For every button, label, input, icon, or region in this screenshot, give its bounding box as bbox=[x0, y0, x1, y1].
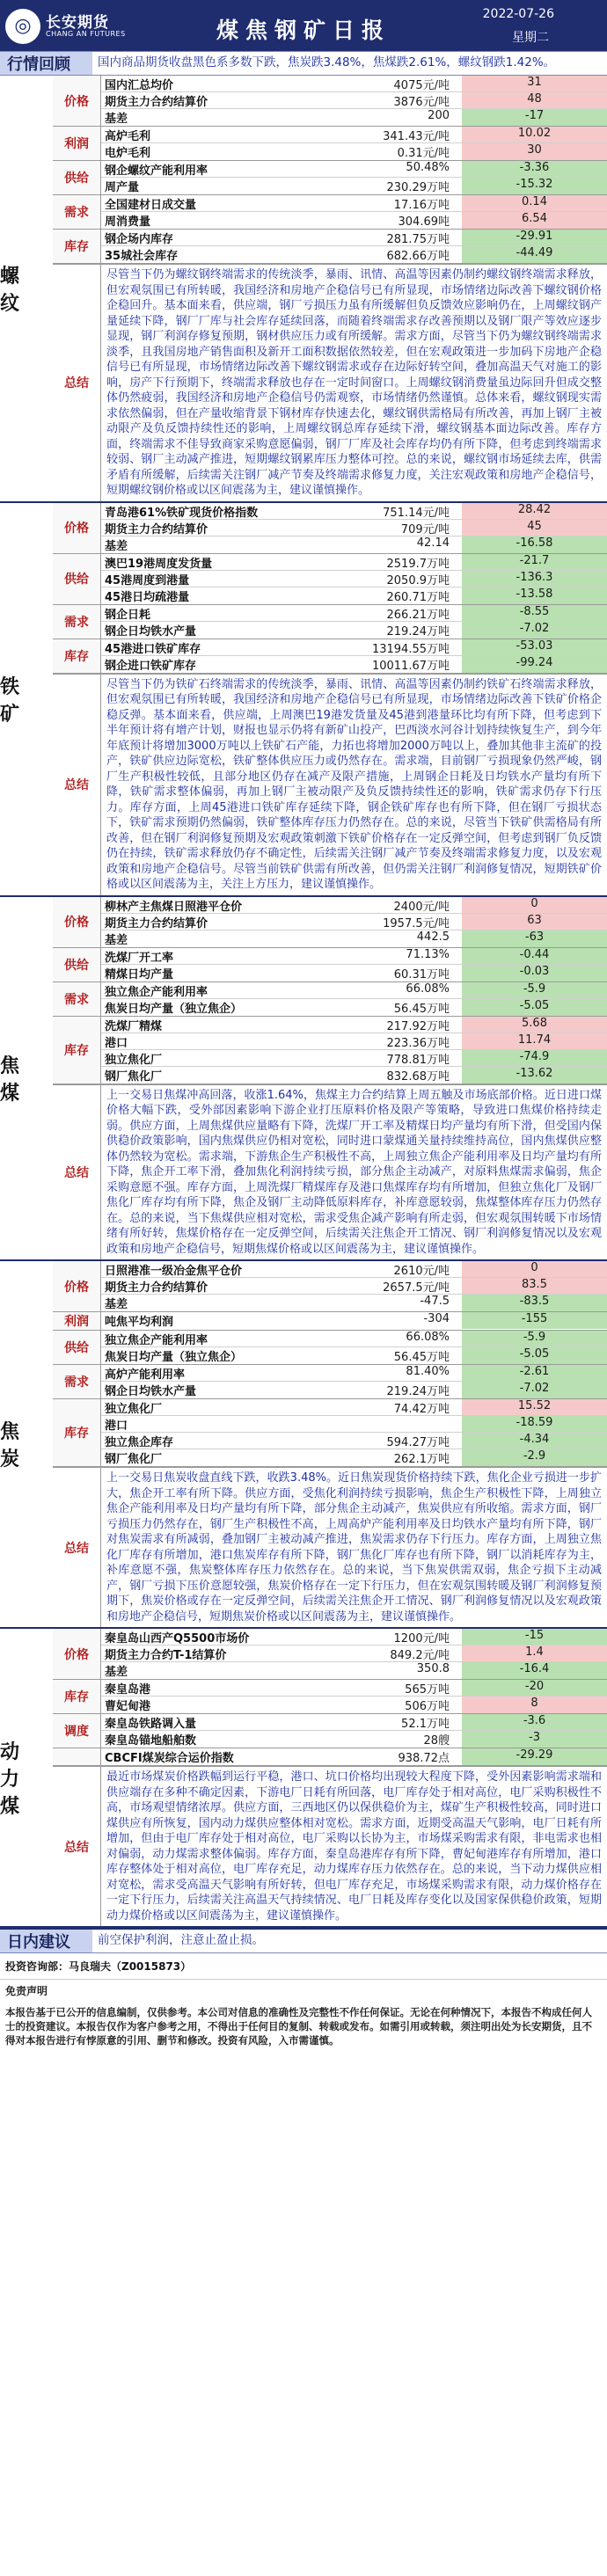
indicator-row bbox=[101, 1646, 607, 1662]
indicator-change: -18.59 bbox=[462, 1416, 607, 1432]
group-category: 库存 bbox=[53, 639, 101, 673]
indicator-change: -29.29 bbox=[462, 1748, 607, 1765]
section-body bbox=[53, 76, 607, 501]
summary-label: 总结 bbox=[53, 675, 101, 895]
company-logo: ◎ bbox=[5, 9, 40, 44]
indicator-change: -5.9 bbox=[462, 1331, 607, 1346]
group-category: 调度 bbox=[53, 1714, 101, 1748]
indicator-group bbox=[53, 1748, 607, 1766]
section-body bbox=[53, 897, 607, 1260]
indicator-change: 28.42 bbox=[462, 503, 607, 519]
indicator-name: 青岛港61%铁矿现货价格指数 bbox=[105, 506, 259, 519]
indicator-value: 341.43元/吨 bbox=[383, 130, 450, 143]
market-review bbox=[0, 51, 607, 76]
indicator-change: -0.44 bbox=[462, 948, 607, 964]
indicator-row bbox=[101, 1662, 607, 1679]
indicator-row bbox=[101, 76, 607, 92]
indicator-value: 832.68万吨 bbox=[386, 1069, 450, 1084]
indicator-name: 45港日均疏港量 bbox=[105, 590, 190, 604]
indicator-value: 223.36万吨 bbox=[386, 1036, 450, 1050]
indicator-name: 国内汇总均价 bbox=[105, 79, 174, 91]
section-summary bbox=[53, 264, 607, 501]
indicator-row bbox=[101, 1697, 607, 1713]
indicator-group bbox=[53, 230, 607, 264]
indicator-value: 751.14元/吨 bbox=[383, 506, 450, 520]
indicator-row bbox=[101, 656, 607, 673]
section-body bbox=[53, 1261, 607, 1627]
indicator-row bbox=[101, 948, 607, 965]
indicator-group bbox=[53, 1261, 607, 1312]
group-category: 库存 bbox=[53, 1680, 101, 1713]
indicator-name: 钢企场内库存 bbox=[105, 233, 174, 245]
indicator-value: 350.8 bbox=[416, 1662, 450, 1675]
brand-name-en: CHANG AN FUTURES bbox=[46, 30, 126, 38]
indicator-change: -2.9 bbox=[462, 1449, 607, 1466]
section-name: 螺纹 bbox=[0, 265, 29, 315]
indicator-group bbox=[53, 1312, 607, 1331]
indicator-name: 独立焦企产能利用率 bbox=[105, 985, 208, 998]
report-date: 2022-07-26 bbox=[482, 7, 554, 21]
section-name: 焦炭 bbox=[0, 1421, 29, 1470]
indicator-value: 10011.67万吨 bbox=[371, 659, 450, 673]
indicator-change: 30 bbox=[462, 143, 607, 160]
indicator-name: 期货主力合约结算价 bbox=[105, 96, 208, 108]
indicator-name: 独立焦化厂 bbox=[105, 1053, 163, 1066]
analyst-line: 投资咨询部：马良瑞夫（Z0015873） bbox=[0, 1953, 607, 1980]
indicator-row bbox=[101, 1067, 607, 1084]
indicator-name: 港口 bbox=[105, 1419, 128, 1432]
indicator-change: -13.62 bbox=[462, 1067, 607, 1084]
group-category: 价格 bbox=[53, 897, 101, 947]
indicator-value: 594.27万吨 bbox=[386, 1436, 450, 1449]
indicator-change: 10.02 bbox=[462, 127, 607, 142]
group-category: 库存 bbox=[53, 1017, 101, 1084]
group-category: 利润 bbox=[53, 1312, 101, 1330]
group-category: 供给 bbox=[53, 948, 101, 982]
indicator-row bbox=[101, 914, 607, 930]
section-summary bbox=[53, 1766, 607, 1926]
indicator-value: 2050.9万吨 bbox=[386, 573, 450, 587]
report-weekday: 星期二 bbox=[512, 31, 549, 45]
indicator-name: 曹妃甸港 bbox=[105, 1700, 151, 1713]
indicator-name: 港口 bbox=[105, 1036, 128, 1049]
indicator-row bbox=[101, 1347, 607, 1364]
indicator-value: 200 bbox=[428, 109, 450, 122]
market-review-label: 行情回顾 bbox=[0, 52, 92, 75]
daily-advice-label: 日内建议 bbox=[0, 1930, 92, 1952]
indicator-value: 52.1万吨 bbox=[401, 1718, 450, 1731]
indicator-group bbox=[53, 127, 607, 161]
indicator-value: 74.42万吨 bbox=[393, 1403, 450, 1416]
indicator-value: 266.21万吨 bbox=[386, 608, 450, 622]
indicator-change: 48 bbox=[462, 92, 607, 108]
indicator-value: 2400元/吨 bbox=[393, 900, 450, 914]
summary-text: 尽管当下仍为铁矿石终端需求的传统淡季，暴雨、讯情、高温等因素仍制约铁矿石终端需求释放，但宏观氛围已有所转暖，我国经济和房地产企稳信号已有所显现，市场情绪边际改善下铁矿价格企稳反弹。基本面来看，供应端，上周澳巴19港发货量及45港到港量环比均有所下降，但考虑到下半年预计将有增产计划，财报也显示仍将有新矿山投产，巴西淡水河谷计划持续恢复生产，到今年年底预计将增加3000万吨以上铁矿石产能，力拓也将增加2000万吨以上，叠加其他非主流矿的投产，铁矿供应边际宽松，铁矿整体供应压力或仍然存在。需求端，目前钢厂亏损现象仍然严峻，钢厂生产积极性较低，且部分地区仍存在减产及限产措施，上周钢企日耗及日均铁水产量均有所下降，铁矿需求整体偏弱，再加上钢厂主被动限产及负反馈持续性还的影响，铁矿需求仍存下行压力。库存方面，上周45港进口铁矿库存延续下降，钢企铁矿库存也有所下降，但在钢厂亏损状态下，铁矿需求预期仍然偏弱，铁矿整体库存压力仍然存在。总的来说，尽管当下铁矿供需格局有所改善，但在钢厂利润修复预期及宏观政策刺激下铁矿价格存在一定反弹空间，但考虑到钢厂负反馈仍在持续，铁矿需求释放仍存不确定性，后续需关注钢厂减产节奏及终端需求修复力度，以及宏观政策和房地产企稳信号。尽管当前铁矿供需有所改善，但仍需关注钢厂利润修复情况，短期铁矿价格或以区间震荡为主，关注上方压力，建议谨慎操作。 bbox=[106, 677, 602, 891]
indicator-row bbox=[101, 571, 607, 587]
indicator-value: 28艘 bbox=[423, 1734, 450, 1748]
indicator-name: 秦皇岛山西产Q5500市场价 bbox=[105, 1632, 250, 1645]
indicator-group bbox=[53, 503, 607, 554]
indicator-row bbox=[101, 92, 607, 109]
summary-label: 总结 bbox=[53, 1085, 101, 1260]
indicator-change: 8 bbox=[462, 1697, 607, 1713]
indicator-row bbox=[101, 897, 607, 914]
indicator-name: 基差 bbox=[105, 1298, 128, 1311]
group-category: 价格 bbox=[53, 1261, 101, 1311]
indicator-group bbox=[53, 982, 607, 1017]
indicator-name: 期货主力合约T-1结算价 bbox=[105, 1649, 227, 1661]
indicator-change: 5.68 bbox=[462, 1017, 607, 1033]
indicator-change: -20 bbox=[462, 1680, 607, 1696]
group-category: 利润 bbox=[53, 127, 101, 160]
indicator-row bbox=[101, 622, 607, 639]
indicator-name: 期货主力合约结算价 bbox=[105, 522, 208, 536]
report-header bbox=[0, 0, 607, 51]
indicator-name: 全国建材日成交量 bbox=[105, 199, 197, 211]
indicator-name: 秦皇岛锚地船舶数 bbox=[105, 1734, 197, 1748]
indicator-name: 吨焦平均利润 bbox=[105, 1316, 174, 1329]
indicator-row bbox=[101, 1295, 607, 1311]
indicator-row bbox=[101, 1731, 607, 1748]
indicator-group bbox=[53, 1399, 607, 1467]
indicator-name: 焦炭日均产量（独立焦企） bbox=[105, 1351, 243, 1364]
indicator-row bbox=[101, 982, 607, 999]
indicator-change: -8.55 bbox=[462, 605, 607, 621]
indicator-change: 15.52 bbox=[462, 1399, 607, 1415]
section-name: 铁矿 bbox=[0, 675, 29, 726]
indicator-change: 63 bbox=[462, 914, 607, 930]
indicator-name: 基差 bbox=[105, 1666, 128, 1679]
section-body bbox=[53, 503, 607, 895]
section-name: 焦煤 bbox=[0, 1054, 29, 1105]
indicator-group bbox=[53, 605, 607, 639]
indicator-value: 56.45万吨 bbox=[393, 1351, 450, 1364]
indicator-group bbox=[53, 554, 607, 605]
indicator-value: 849.2元/吨 bbox=[390, 1649, 450, 1662]
indicator-change: -2.61 bbox=[462, 1365, 607, 1381]
indicator-group bbox=[53, 161, 607, 195]
group-category: 需求 bbox=[53, 982, 101, 1016]
summary-label: 总结 bbox=[53, 1767, 101, 1926]
daily-advice-text: 前空保护利润，注意止盈止损。 bbox=[98, 1933, 264, 1947]
indicator-name: 柳林产主焦煤日照港平仓价 bbox=[105, 900, 243, 913]
section-1 bbox=[0, 503, 607, 897]
indicator-value: 1200元/吨 bbox=[393, 1632, 450, 1646]
summary-label: 总结 bbox=[53, 265, 101, 501]
indicator-row bbox=[101, 109, 607, 126]
indicator-value: 66.08% bbox=[406, 982, 450, 996]
disclaimer-title: 免责声明 bbox=[5, 1985, 48, 1997]
group-category: 供给 bbox=[53, 554, 101, 604]
indicator-name: 独立焦化厂 bbox=[105, 1403, 163, 1415]
indicator-row bbox=[101, 1629, 607, 1646]
indicator-change: -4.34 bbox=[462, 1433, 607, 1449]
indicator-value: 442.5 bbox=[416, 930, 450, 944]
indicator-value: 281.75万吨 bbox=[386, 233, 450, 246]
indicator-name: 秦皇岛铁路调入量 bbox=[105, 1718, 197, 1730]
indicator-group bbox=[53, 1331, 607, 1365]
indicator-group bbox=[53, 1017, 607, 1084]
indicator-group bbox=[53, 897, 607, 948]
indicator-group bbox=[53, 1714, 607, 1748]
indicator-row bbox=[101, 587, 607, 604]
indicator-change: 0 bbox=[462, 1261, 607, 1277]
indicator-row bbox=[101, 143, 607, 160]
group-category: 价格 bbox=[53, 503, 101, 553]
group-category: 需求 bbox=[53, 195, 101, 229]
indicator-value: 81.40% bbox=[406, 1365, 450, 1378]
indicator-value: 565万吨 bbox=[405, 1683, 450, 1697]
indicator-value: 60.31万吨 bbox=[393, 967, 450, 982]
group-category: 库存 bbox=[53, 1399, 101, 1466]
indicator-change: -21.7 bbox=[462, 554, 607, 570]
indicator-change: -3 bbox=[462, 1731, 607, 1748]
commodity-sections bbox=[0, 76, 607, 1928]
indicator-value: 4075元/吨 bbox=[393, 79, 450, 92]
indicator-value: 304.69吨 bbox=[398, 215, 450, 229]
indicator-name: 期货主力合约结算价 bbox=[105, 1281, 208, 1294]
indicator-name: 独立焦企库存 bbox=[105, 1436, 174, 1449]
indicator-name: 钢厂焦化厂 bbox=[105, 1069, 163, 1084]
indicator-row bbox=[101, 212, 607, 229]
indicator-name: 洗煤厂精煤 bbox=[105, 1019, 163, 1033]
indicator-row bbox=[101, 605, 607, 622]
indicator-row bbox=[101, 1416, 607, 1433]
indicator-value: 682.66万吨 bbox=[386, 250, 450, 263]
indicator-name: 钢厂焦化厂 bbox=[105, 1453, 163, 1466]
indicator-row bbox=[101, 195, 607, 212]
market-review-text: 国内商品期货收盘黑色系多数下跌，焦炭跌3.48%，焦煤跌2.61%，螺纹钢跌1.42%。 bbox=[98, 55, 556, 69]
indicator-change: -155 bbox=[462, 1312, 607, 1329]
group-category: 需求 bbox=[53, 605, 101, 639]
indicator-row bbox=[101, 536, 607, 553]
indicator-change: -5.05 bbox=[462, 1347, 607, 1364]
indicator-row bbox=[101, 178, 607, 194]
section-summary bbox=[53, 674, 607, 895]
indicator-change: -15.32 bbox=[462, 178, 607, 194]
indicator-name: 焦炭日均产量（独立焦企） bbox=[105, 1002, 243, 1016]
indicator-value: 13194.55万吨 bbox=[371, 642, 450, 656]
indicator-value: 778.81万吨 bbox=[386, 1053, 450, 1067]
indicator-value: 219.24万吨 bbox=[386, 1385, 450, 1398]
indicator-value: 17.16万吨 bbox=[393, 199, 450, 212]
indicator-value: 3876元/吨 bbox=[393, 96, 450, 109]
indicator-row bbox=[101, 1680, 607, 1697]
group-category: 价格 bbox=[53, 1629, 101, 1679]
indicator-row bbox=[101, 520, 607, 536]
indicator-name: 基差 bbox=[105, 113, 128, 126]
indicator-name: 钢企日均铁水产量 bbox=[105, 624, 197, 639]
indicator-value: 938.72点 bbox=[398, 1752, 450, 1765]
indicator-change: -0.03 bbox=[462, 965, 607, 982]
indicator-value: 1957.5元/吨 bbox=[383, 916, 450, 930]
indicator-change: -16.58 bbox=[462, 536, 607, 553]
summary-label: 总结 bbox=[53, 1468, 101, 1627]
indicator-change: -15 bbox=[462, 1629, 607, 1645]
indicator-name: 日照港准一级冶金焦平仓价 bbox=[105, 1265, 243, 1277]
indicator-row bbox=[101, 127, 607, 143]
indicator-value: 217.92万吨 bbox=[386, 1019, 450, 1033]
indicator-row bbox=[101, 554, 607, 571]
indicator-change: -53.03 bbox=[462, 639, 607, 655]
indicator-value: -304 bbox=[423, 1312, 450, 1325]
indicator-change: 11.74 bbox=[462, 1033, 607, 1049]
indicator-change: 1.4 bbox=[462, 1646, 607, 1661]
indicator-name: 精煤日均产量 bbox=[105, 967, 174, 982]
indicator-name: 期货主力合约结算价 bbox=[105, 916, 208, 930]
brand-name: 长安期货 bbox=[46, 14, 109, 32]
indicator-row bbox=[101, 161, 607, 178]
indicator-value: 42.14 bbox=[416, 536, 450, 550]
report-title: 煤焦钢矿日报 bbox=[216, 18, 391, 43]
indicator-name: 45港进口铁矿库存 bbox=[105, 642, 201, 655]
section-4 bbox=[0, 1629, 607, 1928]
indicator-change: 6.54 bbox=[462, 212, 607, 229]
indicator-row bbox=[101, 1312, 607, 1329]
indicator-value: 2610元/吨 bbox=[393, 1265, 450, 1278]
indicator-value: 506万吨 bbox=[405, 1700, 450, 1713]
indicator-change: 0 bbox=[462, 897, 607, 913]
indicator-change: -17 bbox=[462, 109, 607, 126]
disclaimer-text: 本报告基于已公开的信息编制，仅供参考。本公司对信息的准确性及完整性不作任何保证。无论在何种情况下，本报告不构成任何人士的投资建议。本报告仅作为客户参考之用，不得出于任何目的复制、转载或发布。如需引用或转载，须注明出处为长安期货，且不得对本报告进行有悖原意的引用、删节和修改。投资有风险，入市需谨慎。 bbox=[5, 2006, 592, 2047]
indicator-name: 基差 bbox=[105, 539, 128, 553]
indicator-name: 电炉毛利 bbox=[105, 147, 151, 160]
indicator-value: 56.45万吨 bbox=[393, 1002, 450, 1016]
indicator-change: -74.9 bbox=[462, 1050, 607, 1066]
indicator-change: -5.9 bbox=[462, 982, 607, 998]
indicator-name: 洗煤厂开工率 bbox=[105, 951, 174, 964]
indicator-row bbox=[101, 999, 607, 1016]
indicator-value: 262.1万吨 bbox=[393, 1453, 450, 1466]
indicator-name: 高炉毛利 bbox=[105, 130, 151, 142]
indicator-name: 澳巴19港周度发货量 bbox=[105, 557, 213, 570]
indicator-row bbox=[101, 1331, 607, 1347]
indicator-group bbox=[53, 1365, 607, 1399]
section-name: 动力煤 bbox=[0, 1740, 29, 1818]
indicator-value: 71.13% bbox=[406, 947, 450, 961]
indicator-change: -83.5 bbox=[462, 1295, 607, 1311]
indicator-value: 50.48% bbox=[406, 161, 450, 174]
group-category: 价格 bbox=[53, 76, 101, 126]
indicator-group bbox=[53, 195, 607, 230]
indicator-group bbox=[53, 76, 607, 127]
indicator-value bbox=[321, 1416, 462, 1432]
indicator-row bbox=[101, 503, 607, 520]
indicator-change: -3.6 bbox=[462, 1714, 607, 1730]
indicator-row bbox=[101, 230, 607, 246]
indicator-row bbox=[101, 1261, 607, 1278]
indicator-value: 2657.5元/吨 bbox=[383, 1281, 450, 1295]
indicator-change: -99.24 bbox=[462, 656, 607, 673]
section-3 bbox=[0, 1261, 607, 1629]
indicator-change: -136.3 bbox=[462, 571, 607, 587]
group-category: 供给 bbox=[53, 1331, 101, 1364]
indicator-name: 高炉产能利用率 bbox=[105, 1368, 186, 1381]
indicator-row bbox=[101, 1017, 607, 1033]
indicator-name: 钢企日耗 bbox=[105, 608, 151, 621]
indicator-name: 秦皇岛港 bbox=[105, 1683, 151, 1696]
section-summary bbox=[53, 1467, 607, 1627]
indicator-row bbox=[101, 1278, 607, 1295]
indicator-row bbox=[101, 930, 607, 947]
indicator-value: 230.29万吨 bbox=[386, 181, 450, 194]
indicator-row bbox=[101, 1748, 607, 1765]
indicator-name: 周产量 bbox=[105, 181, 140, 194]
indicator-row bbox=[101, 1033, 607, 1050]
indicator-value: 260.71万吨 bbox=[386, 590, 450, 604]
indicator-row bbox=[101, 965, 607, 982]
indicator-name: 钢企螺纹产能利用率 bbox=[105, 164, 208, 177]
indicator-row bbox=[101, 1382, 607, 1398]
group-category: 供给 bbox=[53, 161, 101, 194]
indicator-row bbox=[101, 1399, 607, 1416]
indicator-name: CBCFI煤炭综合运价指数 bbox=[105, 1752, 234, 1765]
indicator-name: 35城社会库存 bbox=[105, 250, 179, 263]
indicator-row bbox=[101, 639, 607, 656]
indicator-name: 钢企日均铁水产量 bbox=[105, 1385, 197, 1398]
summary-text: 上一交易日焦煤冲高回落，收涨1.64%，焦煤主力合约结算上周五触及市场底部价格。近日进口煤价格大幅下跌，受外部因素影响下游企业打压原料价格及限产等策略，导致进口焦煤价格持续走弱。供应方面，上周焦煤供应量略有下降，洗煤厂开工率及精煤日均产量均有所下滑，但受国内保供稳价政策影响，国内焦煤供应仍相对宽松，同时进口蒙煤通关量持续维持高位，国内焦煤供应整体仍然较为宽松。需求端，下游焦企生产积极性不高，上周独立焦企产能利用率及日均产量均有所下降，焦企开工率下滑，叠加焦化利润持续亏损，部分焦企主动减产，对原料焦煤需求偏弱，焦企采购意愿不强。库存方面，上周洗煤厂精煤库存及港口焦煤库存均有所增加，但独立焦化厂及钢厂焦化厂库存均有所下降，焦企及钢厂主动降低原料库存，补库意愿较弱，焦煤整体库存压力仍然存在。总的来说，当下焦煤供应相对宽松，需求受焦企减产影响有所走弱，但宏观氛围转暖下市场情绪有所好转，焦煤价格存在一定反弹空间，后续需关注焦企开工情况、钢厂利润修复情况以及宏观政策和房地产企稳信号，短期焦煤价格或以区间震荡为主，建议谨慎操作。 bbox=[106, 1088, 602, 1256]
indicator-change: -63 bbox=[462, 930, 607, 947]
indicator-row bbox=[101, 246, 607, 263]
indicator-change: 0.14 bbox=[462, 195, 607, 211]
indicator-change: -7.02 bbox=[462, 622, 607, 639]
indicator-change: -29.91 bbox=[462, 230, 607, 245]
indicator-name: 45港周度到港量 bbox=[105, 573, 190, 587]
section-summary bbox=[53, 1084, 607, 1260]
section-2 bbox=[0, 897, 607, 1262]
section-0 bbox=[0, 76, 607, 503]
indicator-row bbox=[101, 1449, 607, 1466]
indicator-value: 0.31元/吨 bbox=[397, 147, 450, 160]
indicator-change: -13.58 bbox=[462, 587, 607, 604]
indicator-name: 周消费量 bbox=[105, 215, 151, 229]
indicator-row bbox=[101, 1365, 607, 1382]
group-category: 库存 bbox=[53, 230, 101, 263]
indicator-row bbox=[101, 1433, 607, 1449]
indicator-name: 独立焦企产能利用率 bbox=[105, 1334, 208, 1346]
indicator-change: -3.36 bbox=[462, 161, 607, 177]
indicator-change: 83.5 bbox=[462, 1278, 607, 1294]
group-category bbox=[53, 1748, 101, 1765]
indicator-change: -5.05 bbox=[462, 999, 607, 1016]
indicator-value: 2519.7万吨 bbox=[386, 557, 450, 571]
indicator-group bbox=[53, 1629, 607, 1680]
indicator-value: 219.24万吨 bbox=[386, 624, 450, 639]
indicator-change: -44.49 bbox=[462, 246, 607, 263]
indicator-change: -16.4 bbox=[462, 1662, 607, 1679]
indicator-group bbox=[53, 639, 607, 674]
indicator-group bbox=[53, 1680, 607, 1714]
indicator-group bbox=[53, 948, 607, 982]
indicator-change: 31 bbox=[462, 76, 607, 91]
indicator-name: 基差 bbox=[105, 933, 128, 947]
indicator-value: 709元/吨 bbox=[400, 522, 450, 536]
section-body bbox=[53, 1629, 607, 1926]
indicator-value: 66.08% bbox=[406, 1331, 450, 1344]
group-category: 需求 bbox=[53, 1365, 101, 1398]
indicator-change: -7.02 bbox=[462, 1382, 607, 1398]
indicator-row bbox=[101, 1050, 607, 1067]
summary-text: 最近市场煤炭价格跌幅到运行平稳，港口、坑口价格均出现较大程度下降，受外因素影响需求端和供应端存在多种不确定因素，下游电厂日耗有所回落，电厂库存处于相对高位，电厂采购积极性不高，市场观望情绪浓厚。供应方面，三西地区仍以保供稳价为主，煤矿生产积极性较高，同时进口煤供应有所恢复，国内动力煤供应整体相对宽松。需求方面，近期受高温天气影响，电厂日耗有所增加，但由于电厂库存处于相对高位，电厂采购以长协为主，市场煤采购需求有限，非电需求也相对偏弱，动力煤需求整体偏弱。库存方面，秦皇岛港库存有所下降，曹妃甸港库存有所增加，港口库存整体处于相对高位，电厂库存充足，动力煤库存压力依然存在。总的来说，当下动力煤供应相对宽松，需求受高温天气影响有所好转，但电厂库存充足，市场煤采购需求有限，动力煤价格存在一定下行压力，后续需关注高温天气持续情况、电厂日耗及库存变化以及国家保供稳价政策，短期动力煤价格或以区间震荡为主，建议谨慎操作。 bbox=[106, 1770, 602, 1923]
indicator-value: -47.5 bbox=[420, 1295, 450, 1308]
daily-advice bbox=[0, 1928, 607, 1953]
indicator-name: 钢企进口铁矿库存 bbox=[105, 659, 197, 673]
summary-text: 尽管当下仍为螺纹钢终端需求的传统淡季，暴雨、讯情、高温等因素仍制约螺纹钢终端需求释放，但宏观氛围已有所转暖，我国经济和房地产企稳信号已有所显现，市场情绪边际改善下螺纹钢价格企稳回升。基本面来看，供应端，钢厂亏损压力虽有所缓解但负反馈效应影响仍在，上周螺纹钢产量延续下降，钢厂厂库与社会库存延续回落，而随着终端需求存改善预期以及钢厂限产等效应逐步显现，钢厂利润存修复预期，钢材供应压力或有所缓解。需求方面，尽管当下仍为螺纹钢终端需求淡季，且我国房地产销售面积及新开工面积数据依然较差，但在宏观政策进一步加码下房地产企稳信号已有所显现，市场情绪边际改善下螺纹钢需求或存在边际好转空间，叠加高温天气对施工的影响，房产下行预期下，终端需求释放也存在一定时间窗口。上周螺纹钢消费量虽边际回升但成交整体仍然疲弱，我国经济和房地产企稳信号仍需观察，市场情绪仍然谨慎。总体来看，螺纹钢现实需求依然偏弱，但在产量收缩背景下钢材库存快速去化，螺纹钢供需格局有所改善，再加上钢厂主被动限产及负反馈持续性还的影响，上周螺纹钢总库存延续下滑，螺纹钢基本面边际改善。库存方面，终端需求不佳导致商家采购意愿偏弱，钢厂厂库及社会库存均仍有所下降，但考虑到终端需求较弱、钢厂主动减产推进，短期螺纹钢累库压力整体可控。总的来说，螺纹钢市场延续去库，供需矛盾有所缓解，后续需关注钢厂减产节奏及终端需求修复力度，关注宏观政策和房地产企稳信号，短期螺纹钢价格或以区间震荡为主，建议谨慎操作。 bbox=[106, 268, 602, 497]
indicator-row bbox=[101, 1714, 607, 1731]
indicator-change: 45 bbox=[462, 520, 607, 536]
summary-text: 上一交易日焦炭收盘直线下跌，收跌3.48%。近日焦炭现货价格持续下跌，焦化企业亏损进一步扩大，焦企开工率有所下降。供应方面，受焦化利润持续亏损影响，焦企生产积极性下降，上周独立焦企产能利用率及日均产量均有所下降，部分焦企主动减产，焦炭供应有所收缩。需求方面，钢厂亏损压力仍然存在，钢厂生产积极性不高，上周高炉产能利用率及日均铁水产量均有所下降，钢厂对焦炭需求有所减弱，叠加钢厂主被动减产推进，焦炭需求仍存下行压力。库存方面，上周独立焦化厂库存有所增加，港口焦炭库存有所下降，钢厂焦化厂库存也有所下降，钢厂以消耗库存为主，补库意愿不强，焦炭整体库存压力依然存在。总的来说，当下焦炭供需双弱，焦企亏损下主动减产，钢厂亏损下压价意愿较强，焦炭价格存在一定下行压力，但在宏观氛围转暖及钢厂利润修复预期下，焦炭价格或存在一定反弹空间，后续需关注焦企开工情况、钢厂利润修复情况以及宏观政策和房地产企稳信号，短期焦炭价格或以区间震荡为主，建议谨慎操作。 bbox=[106, 1471, 602, 1624]
